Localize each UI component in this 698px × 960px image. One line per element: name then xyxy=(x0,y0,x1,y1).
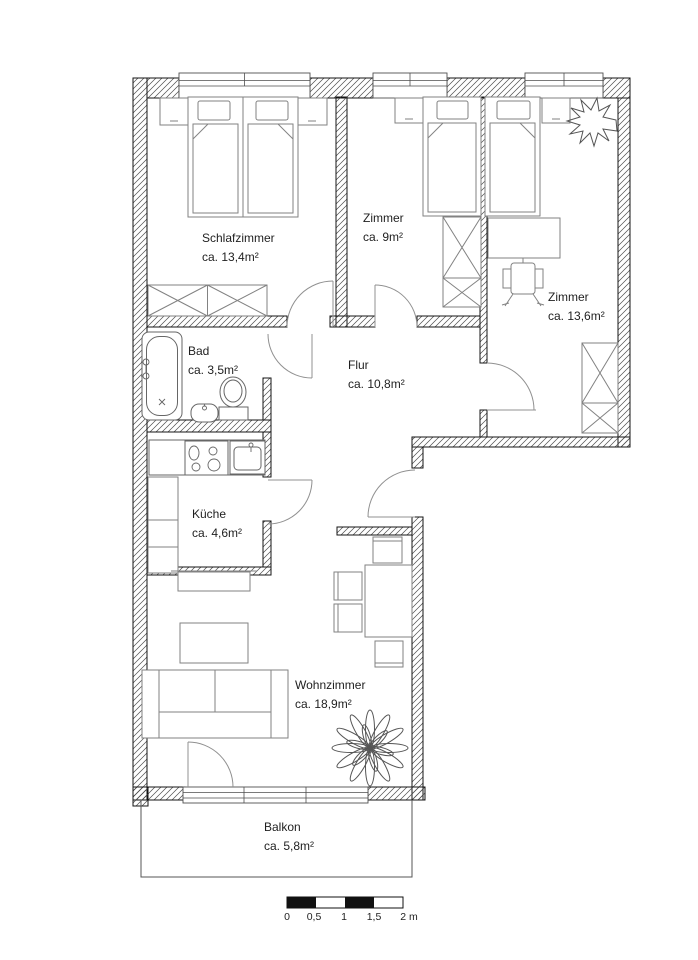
room-label-flur xyxy=(348,356,405,394)
door-bad xyxy=(268,334,312,378)
toilet xyxy=(219,377,248,420)
sofa xyxy=(142,670,288,738)
wardrobe-zimmer13 xyxy=(582,343,618,433)
dining-chair xyxy=(375,641,403,667)
door-zimmer9 xyxy=(375,285,417,327)
desk xyxy=(488,218,560,258)
room-area: ca. 4,6m² xyxy=(192,526,243,540)
wardrobe-zimmer9 xyxy=(443,217,481,307)
room-label-kueche xyxy=(192,505,242,543)
dining-chair xyxy=(373,537,402,563)
wardrobe-schlafzimmer xyxy=(148,285,267,316)
window-zimmer13 xyxy=(525,73,603,98)
window-schlafzimmer xyxy=(179,73,310,98)
single-bed xyxy=(485,97,540,216)
room-label-zimmer9 xyxy=(363,209,404,247)
door-balcony xyxy=(188,742,233,787)
room-label-wohnzimmer xyxy=(295,676,365,714)
sideboard xyxy=(171,571,257,591)
room-label-bad xyxy=(188,342,238,380)
single-bed xyxy=(423,97,481,216)
door-kueche xyxy=(268,480,312,524)
scale-label-05: 0,5 xyxy=(306,911,322,923)
dining-table xyxy=(365,565,412,637)
scale-label-0: 0 xyxy=(284,911,290,923)
room-label-zimmer13 xyxy=(548,288,605,326)
room-name: Schlafzimmer xyxy=(202,231,275,245)
kitchen-cabinets xyxy=(148,477,178,573)
room-name: Zimmer xyxy=(363,211,404,225)
room-label-schlafzimmer xyxy=(202,229,275,267)
dining-chair xyxy=(334,604,362,632)
window-zimmer9 xyxy=(373,73,447,98)
dining-chair xyxy=(334,572,362,600)
plant-icon xyxy=(332,710,408,786)
desk-chair xyxy=(502,258,544,306)
nightstand xyxy=(395,98,423,123)
balcony-window xyxy=(183,787,368,803)
scale-label-15: 1,5 xyxy=(366,911,382,923)
door-entrance xyxy=(368,470,415,517)
coffee-table xyxy=(180,623,248,663)
room-name: Balkon xyxy=(264,820,301,834)
room-label-balkon xyxy=(264,818,314,856)
nightstand xyxy=(160,98,188,125)
door-schlafzimmer xyxy=(287,281,333,327)
scale-label-1: 1 xyxy=(341,911,347,923)
bathtub xyxy=(141,332,182,420)
double-bed xyxy=(188,97,298,217)
room-area: ca. 3,5m² xyxy=(188,363,239,377)
nightstand xyxy=(542,98,570,123)
room-name: Bad xyxy=(188,344,210,358)
scale-bar xyxy=(287,897,403,908)
room-name: Flur xyxy=(348,358,369,372)
room-name: Wohnzimmer xyxy=(295,678,366,692)
room-area: ca. 5,8m² xyxy=(264,839,315,853)
sink xyxy=(191,404,218,422)
room-area: ca. 13,4m² xyxy=(202,250,259,264)
room-area: ca. 13,6m² xyxy=(548,309,605,323)
room-area: ca. 18,9m² xyxy=(295,697,352,711)
scale-label-2m: 2 m xyxy=(400,911,418,923)
stove xyxy=(185,441,228,475)
nightstand xyxy=(298,98,327,125)
plant-icon xyxy=(567,98,617,146)
kitchen-sink xyxy=(230,441,265,474)
room-area: ca. 9m² xyxy=(363,230,404,244)
room-name: Küche xyxy=(192,507,227,521)
door-zimmer13 xyxy=(487,363,536,410)
room-area: ca. 10,8m² xyxy=(348,377,405,391)
room-name: Zimmer xyxy=(548,290,589,304)
